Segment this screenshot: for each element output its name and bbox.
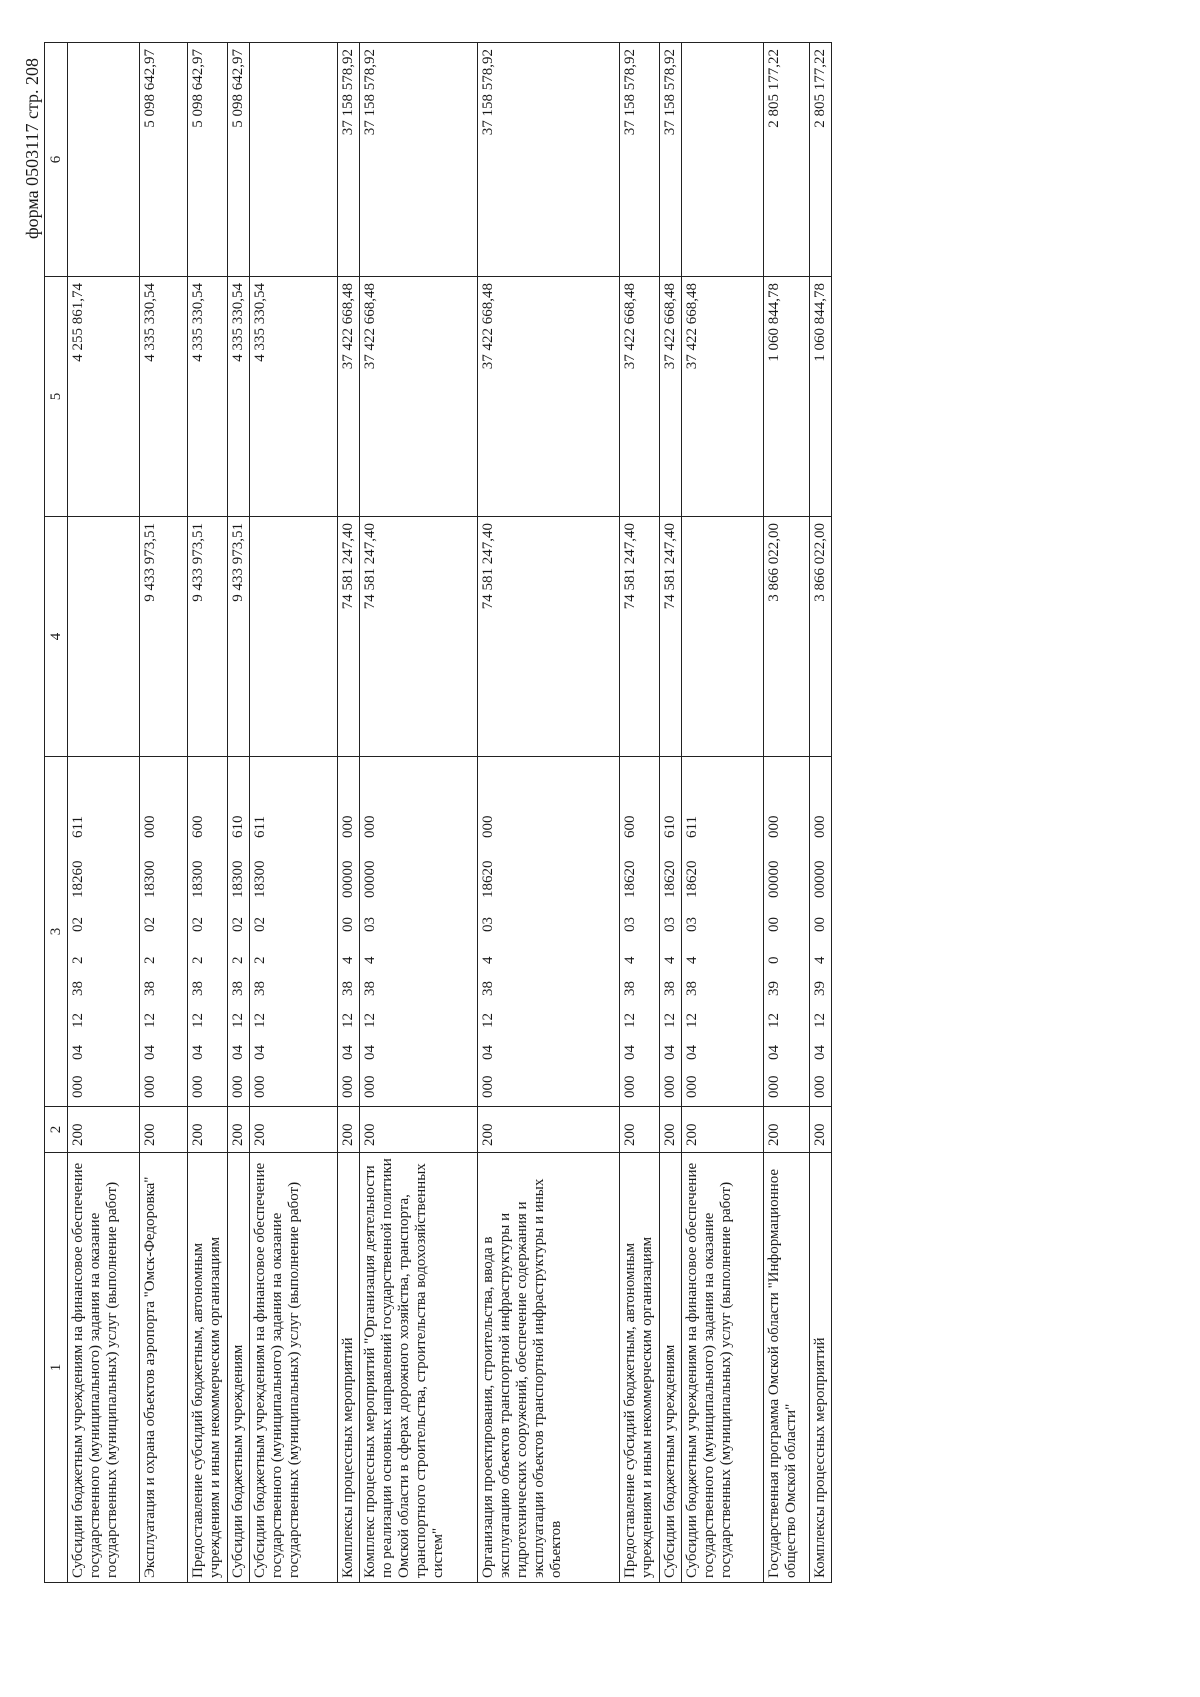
kbk-part: 2 <box>190 956 206 964</box>
amount-col5: 1 060 844,78 <box>764 277 810 517</box>
amount-col4: 74 581 247,40 <box>338 517 360 757</box>
kbk-part: 4 <box>684 956 700 964</box>
table-row <box>228 43 250 1583</box>
kbk-part: 000 <box>142 815 158 838</box>
kbk-part: 12 <box>252 1013 268 1028</box>
kbk-part: 38 <box>622 981 638 996</box>
budget-classification-code <box>810 757 832 1107</box>
row-name: Комплексы процессных мероприятий <box>338 1153 360 1583</box>
column-number: 3 <box>45 757 68 1107</box>
line-code: 200 <box>810 1107 832 1153</box>
table-row <box>660 43 682 1583</box>
kbk-part: 2 <box>230 956 246 964</box>
kbk-part: 12 <box>622 1013 638 1028</box>
kbk-part: 4 <box>622 956 638 964</box>
kbk-part: 000 <box>622 1075 638 1098</box>
amount-col4: 74 581 247,40 <box>478 517 620 757</box>
kbk-part: 00000 <box>766 860 782 898</box>
column-number: 4 <box>45 517 68 757</box>
kbk-part: 000 <box>662 1075 678 1098</box>
kbk-part: 38 <box>70 981 86 996</box>
budget-classification-code <box>250 757 338 1107</box>
kbk-part: 600 <box>622 815 638 838</box>
kbk-part: 18620 <box>622 860 638 898</box>
kbk-part: 610 <box>230 815 246 838</box>
kbk-part: 000 <box>812 815 828 838</box>
kbk-part: 04 <box>70 1045 86 1060</box>
kbk-part: 04 <box>812 1045 828 1060</box>
kbk-part: 00 <box>340 917 356 932</box>
amount-col5: 4 335 330,54 <box>140 277 188 517</box>
table-row <box>140 43 188 1583</box>
kbk-part: 611 <box>684 816 700 838</box>
kbk-part: 000 <box>142 1075 158 1098</box>
amount-col6 <box>682 43 764 277</box>
kbk-part: 04 <box>340 1045 356 1060</box>
amount-col5: 37 422 668,48 <box>338 277 360 517</box>
budget-classification-code <box>228 757 250 1107</box>
kbk-part: 00 <box>766 917 782 932</box>
kbk-part: 18300 <box>142 860 158 898</box>
kbk-part: 4 <box>812 956 828 964</box>
kbk-part: 18300 <box>190 860 206 898</box>
line-code: 200 <box>68 1107 140 1153</box>
kbk-part: 04 <box>142 1045 158 1060</box>
column-number: 5 <box>45 277 68 517</box>
line-code: 200 <box>188 1107 228 1153</box>
kbk-part: 000 <box>362 1075 378 1098</box>
table-row <box>620 43 660 1583</box>
kbk-part: 12 <box>142 1013 158 1028</box>
kbk-part: 18300 <box>230 860 246 898</box>
table-row <box>810 43 832 1583</box>
line-code: 200 <box>338 1107 360 1153</box>
amount-col6 <box>250 43 338 277</box>
amount-col4 <box>68 517 140 757</box>
kbk-part: 000 <box>70 1075 86 1098</box>
kbk-part: 000 <box>766 815 782 838</box>
line-code: 200 <box>360 1107 478 1153</box>
row-name: Эксплуатация и охрана объектов аэропорта "Омск-Федоровка" <box>140 1153 188 1583</box>
row-name: Субсидии бюджетным учреждениям на финансовое обеспечение государственного (муниципального) задания на оказание государственных (муниципальных) услуг (выполнение работ) <box>250 1153 338 1583</box>
kbk-part: 000 <box>684 1075 700 1098</box>
amount-col6: 37 158 578,92 <box>338 43 360 277</box>
kbk-part: 38 <box>142 981 158 996</box>
kbk-part: 38 <box>480 981 496 996</box>
kbk-part: 12 <box>190 1013 206 1028</box>
kbk-part: 12 <box>70 1013 86 1028</box>
line-code: 200 <box>660 1107 682 1153</box>
line-code: 200 <box>764 1107 810 1153</box>
kbk-part: 000 <box>812 1075 828 1098</box>
row-name: Субсидии бюджетным учреждениям на финансовое обеспечение государственного (муниципального) задания на оказание государственных (муниципальных) услуг (выполнение работ) <box>68 1153 140 1583</box>
amount-col6: 5 098 642,97 <box>228 43 250 277</box>
amount-col4: 9 433 973,51 <box>188 517 228 757</box>
budget-classification-code <box>140 757 188 1107</box>
kbk-part: 00 <box>812 917 828 932</box>
amount-col6: 37 158 578,92 <box>620 43 660 277</box>
amount-col6 <box>68 43 140 277</box>
kbk-part: 02 <box>190 917 206 932</box>
kbk-part: 000 <box>230 1075 246 1098</box>
kbk-part: 18260 <box>70 860 86 898</box>
kbk-part: 18620 <box>662 860 678 898</box>
line-code: 200 <box>228 1107 250 1153</box>
amount-col5: 4 255 861,74 <box>68 277 140 517</box>
line-code: 200 <box>140 1107 188 1153</box>
kbk-part: 12 <box>662 1013 678 1028</box>
amount-col5: 1 060 844,78 <box>810 277 832 517</box>
kbk-part: 000 <box>252 1075 268 1098</box>
kbk-part: 02 <box>230 917 246 932</box>
kbk-part: 04 <box>766 1045 782 1060</box>
amount-col6: 5 098 642,97 <box>140 43 188 277</box>
report-table <box>44 42 832 1583</box>
budget-classification-code <box>682 757 764 1107</box>
kbk-part: 000 <box>766 1075 782 1098</box>
amount-col5: 37 422 668,48 <box>620 277 660 517</box>
budget-classification-code <box>360 757 478 1107</box>
amount-col6: 5 098 642,97 <box>188 43 228 277</box>
kbk-part: 4 <box>662 956 678 964</box>
kbk-part: 12 <box>230 1013 246 1028</box>
table-row <box>764 43 810 1583</box>
kbk-part: 12 <box>362 1013 378 1028</box>
kbk-part: 4 <box>480 956 496 964</box>
kbk-part: 04 <box>684 1045 700 1060</box>
kbk-part: 18620 <box>684 860 700 898</box>
kbk-part: 02 <box>70 917 86 932</box>
budget-classification-code <box>478 757 620 1107</box>
kbk-part: 0 <box>766 956 782 964</box>
line-code: 200 <box>478 1107 620 1153</box>
kbk-part: 04 <box>230 1045 246 1060</box>
budget-classification-code <box>68 757 140 1107</box>
amount-col5: 37 422 668,48 <box>478 277 620 517</box>
kbk-part: 03 <box>362 917 378 932</box>
line-code: 200 <box>682 1107 764 1153</box>
kbk-part: 2 <box>142 956 158 964</box>
amount-col4: 9 433 973,51 <box>140 517 188 757</box>
column-number: 6 <box>45 43 68 277</box>
budget-classification-code <box>338 757 360 1107</box>
table-row <box>188 43 228 1583</box>
amount-col6: 37 158 578,92 <box>360 43 478 277</box>
row-name: Организация проектирования, строительства, ввода в эксплуатацию объектов транспортной инфраструктуры и гидротехнических сооружений, обеспечение содержания и эксплуатации объектов транспортной инфраструктуры и иных объектов <box>478 1153 620 1583</box>
row-name: Комплекс процессных мероприятий "Организация деятельности по реализации основных направлений государственной политики Омской области в сферах дорожного хозяйства, транспорта, транспортного строительства, строительства водохозяйственных систем" <box>360 1153 478 1583</box>
form-label: форма 0503117 стр. 208 <box>22 57 42 239</box>
amount-col5: 37 422 668,48 <box>360 277 478 517</box>
kbk-part: 38 <box>190 981 206 996</box>
budget-classification-code <box>188 757 228 1107</box>
row-name: Комплексы процессных мероприятий <box>810 1153 832 1583</box>
amount-col4: 74 581 247,40 <box>660 517 682 757</box>
amount-col4 <box>682 517 764 757</box>
budget-classification-code <box>764 757 810 1107</box>
column-number: 2 <box>45 1107 68 1153</box>
amount-col6: 2 805 177,22 <box>810 43 832 277</box>
table-row <box>682 43 764 1583</box>
kbk-part: 000 <box>190 1075 206 1098</box>
kbk-part: 000 <box>340 815 356 838</box>
amount-col5: 37 422 668,48 <box>660 277 682 517</box>
kbk-part: 4 <box>362 956 378 964</box>
kbk-part: 00000 <box>340 860 356 898</box>
column-number-row <box>45 43 68 1583</box>
line-code: 200 <box>620 1107 660 1153</box>
table-row <box>360 43 478 1583</box>
kbk-part: 38 <box>340 981 356 996</box>
amount-col6: 2 805 177,22 <box>764 43 810 277</box>
table-row <box>68 43 140 1583</box>
kbk-part: 2 <box>252 956 268 964</box>
table-row <box>250 43 338 1583</box>
kbk-part: 00000 <box>812 860 828 898</box>
kbk-part: 000 <box>362 815 378 838</box>
kbk-part: 611 <box>70 816 86 838</box>
kbk-part: 04 <box>662 1045 678 1060</box>
kbk-part: 38 <box>362 981 378 996</box>
kbk-part: 18620 <box>480 860 496 898</box>
kbk-part: 38 <box>252 981 268 996</box>
kbk-part: 2 <box>70 956 86 964</box>
kbk-part: 000 <box>340 1075 356 1098</box>
kbk-part: 38 <box>230 981 246 996</box>
amount-col4: 74 581 247,40 <box>620 517 660 757</box>
kbk-part: 611 <box>252 816 268 838</box>
kbk-part: 000 <box>480 1075 496 1098</box>
kbk-part: 39 <box>812 981 828 996</box>
kbk-part: 02 <box>142 917 158 932</box>
amount-col4: 3 866 022,00 <box>810 517 832 757</box>
kbk-part: 12 <box>340 1013 356 1028</box>
kbk-part: 18300 <box>252 860 268 898</box>
column-number: 1 <box>45 1153 68 1583</box>
kbk-part: 03 <box>684 917 700 932</box>
amount-col4: 9 433 973,51 <box>228 517 250 757</box>
budget-classification-code <box>660 757 682 1107</box>
kbk-part: 04 <box>622 1045 638 1060</box>
kbk-part: 04 <box>252 1045 268 1060</box>
kbk-part: 03 <box>662 917 678 932</box>
row-name: Субсидии бюджетным учреждениям на финансовое обеспечение государственного (муниципального) задания на оказание государственных (муниципальных) услуг (выполнение работ) <box>682 1153 764 1583</box>
line-code: 200 <box>250 1107 338 1153</box>
kbk-part: 38 <box>684 981 700 996</box>
kbk-part: 610 <box>662 815 678 838</box>
amount-col6: 37 158 578,92 <box>478 43 620 277</box>
budget-classification-code <box>620 757 660 1107</box>
kbk-part: 12 <box>812 1013 828 1028</box>
row-name: Государственная программа Омской области "Информационное общество Омской области" <box>764 1153 810 1583</box>
kbk-part: 12 <box>684 1013 700 1028</box>
table-row <box>338 43 360 1583</box>
row-name: Предоставление субсидий бюджетным, автономным учреждениям и иным некоммерческим организациям <box>620 1153 660 1583</box>
kbk-part: 03 <box>622 917 638 932</box>
row-name: Субсидии бюджетным учреждениям <box>228 1153 250 1583</box>
kbk-part: 04 <box>362 1045 378 1060</box>
amount-col5: 4 335 330,54 <box>228 277 250 517</box>
kbk-part: 12 <box>766 1013 782 1028</box>
amount-col4 <box>250 517 338 757</box>
kbk-part: 38 <box>662 981 678 996</box>
amount-col4: 3 866 022,00 <box>764 517 810 757</box>
kbk-part: 02 <box>252 917 268 932</box>
kbk-part: 04 <box>190 1045 206 1060</box>
kbk-part: 04 <box>480 1045 496 1060</box>
amount-col5: 4 335 330,54 <box>250 277 338 517</box>
kbk-part: 4 <box>340 956 356 964</box>
amount-col4: 74 581 247,40 <box>360 517 478 757</box>
amount-col5: 37 422 668,48 <box>682 277 764 517</box>
amount-col6: 37 158 578,92 <box>660 43 682 277</box>
kbk-part: 12 <box>480 1013 496 1028</box>
row-name: Предоставление субсидий бюджетным, автономным учреждениям и иным некоммерческим организациям <box>188 1153 228 1583</box>
kbk-part: 000 <box>480 815 496 838</box>
kbk-part: 600 <box>190 815 206 838</box>
kbk-part: 39 <box>766 981 782 996</box>
amount-col5: 4 335 330,54 <box>188 277 228 517</box>
row-name: Субсидии бюджетным учреждениям <box>660 1153 682 1583</box>
kbk-part: 03 <box>480 917 496 932</box>
kbk-part: 00000 <box>362 860 378 898</box>
table-row <box>478 43 620 1583</box>
